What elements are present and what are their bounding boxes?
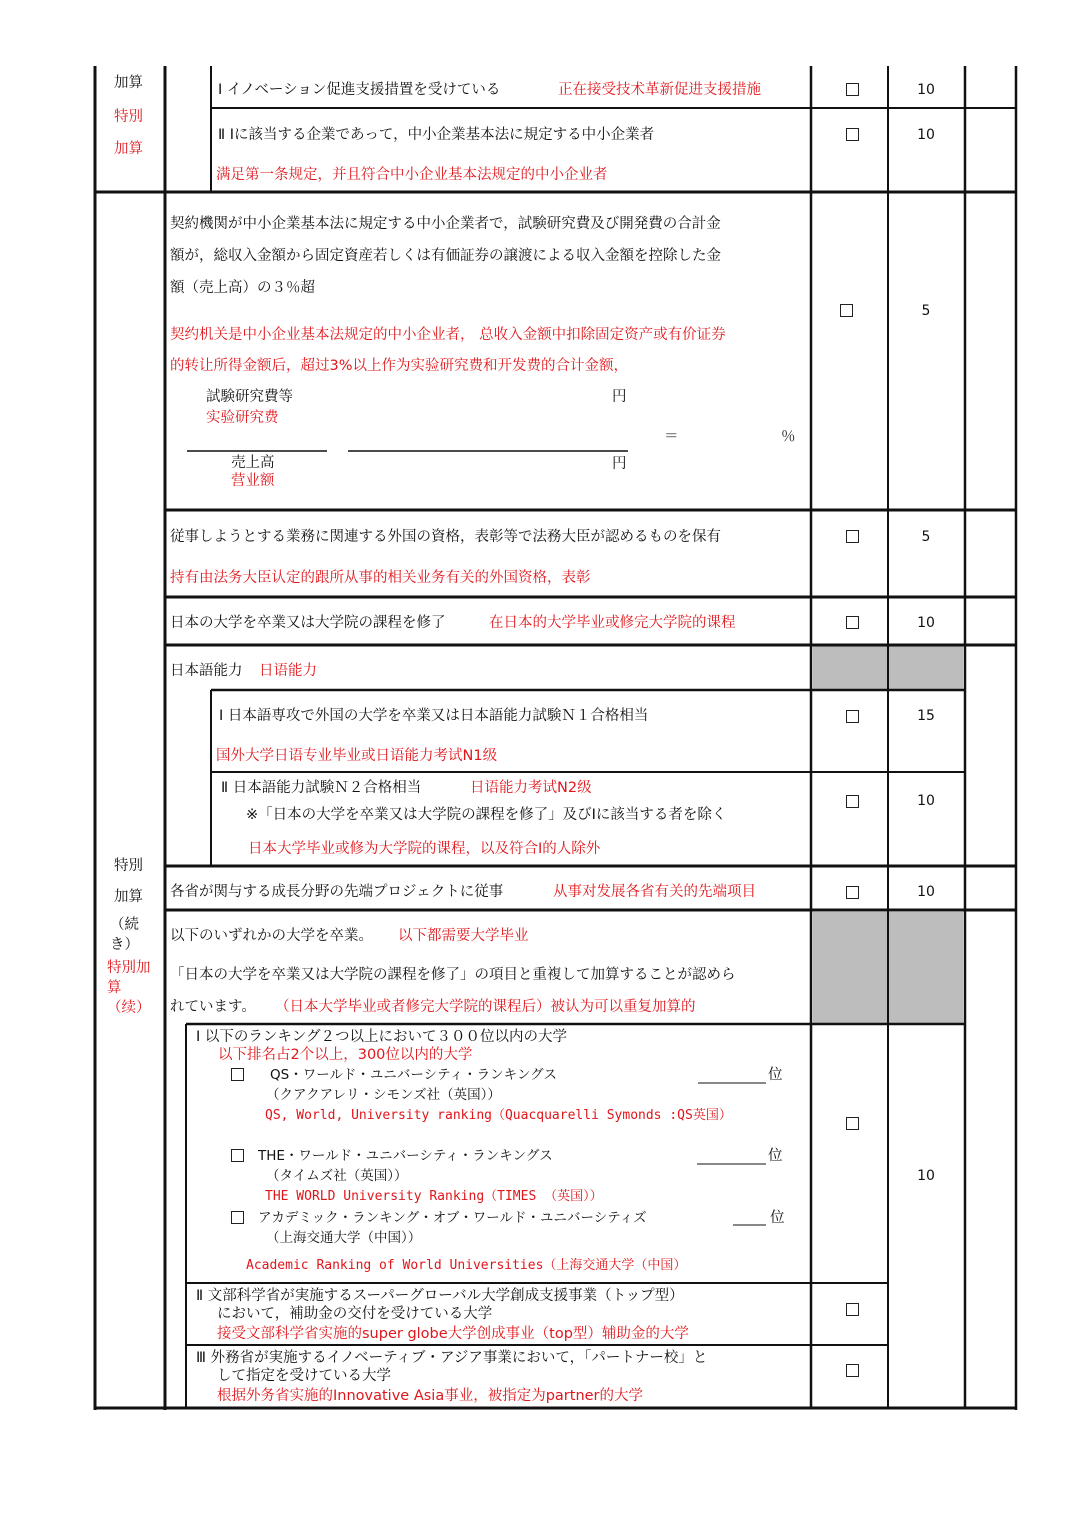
row2-points: 10	[917, 127, 935, 143]
row3-jp2: 額が，総収入金額から固定資産若しくは有価証券の譲渡による収入金額を控除した金	[170, 248, 721, 264]
the-ranking-jp2: （タイムズ社（英国））	[266, 1168, 408, 1184]
row4-checkbox[interactable]	[846, 530, 859, 543]
row8b-checkbox[interactable]	[846, 1303, 859, 1316]
left-label-kasan-red: 加算	[114, 141, 143, 157]
row8c-jp2: して指定を受けている大学	[217, 1368, 391, 1384]
arwu-ranking-jp2: （上海交通大学（中国））	[266, 1230, 422, 1246]
percent-sign: ％	[781, 429, 796, 445]
row1-points: 10	[917, 82, 935, 98]
research-cost-label: 試験研究費等	[206, 389, 293, 405]
row6b-cn2: 日本大学毕业或修为大学院的课程，以及符合Ⅰ的人除外	[248, 841, 601, 857]
row3-cn1: 契约机关是中小企业基本法规定的中小企业者， 总收入金额中扣除固定资产或有价证券	[170, 327, 726, 343]
row2-checkbox[interactable]	[846, 128, 859, 141]
row1-checkbox[interactable]	[846, 83, 859, 96]
row8-cn3: （日本大学毕业或者修完大学院的课程后）被认为可以重复加算的	[275, 999, 696, 1015]
row8a-cn: 以下排名占2个以上，300位以内的大学	[218, 1047, 473, 1063]
row6b-points: 10	[917, 793, 935, 809]
row7-points: 10	[917, 884, 935, 900]
row6a-jp: Ⅰ 日本語専攻で外国の大学を卒業又は日本語能力試験Ｎ１合格相当	[219, 708, 649, 724]
row8-points: 10	[917, 1168, 935, 1184]
row3-jp3: 額（売上高）の３％超	[170, 280, 315, 296]
row1-cn: 正在接受技术革新促进支援措施	[558, 82, 761, 98]
row6-cn: 日语能力	[259, 663, 317, 679]
row8c-cn: 根据外务省实施的Innovative Asia事业，被指定为partner的大学	[217, 1388, 644, 1404]
row3-cn2: 的转让所得金额后，超过3%以上作为实验研究费和开发费的合计金额，	[170, 358, 629, 374]
row7-jp: 各省が関与する成長分野の先端プロジェクトに従事	[170, 884, 504, 900]
row5-cn: 在日本的大学毕业或修完大学院的课程	[489, 615, 736, 631]
row8-jp3: れています。	[170, 999, 256, 1015]
qs-ranking-jp2: （クアクアレリ・シモンズ社（英国））	[266, 1087, 501, 1103]
row6b-cn1: 日语能力考试N2级	[470, 780, 592, 796]
left-label-tokubetsu: 特別	[114, 109, 143, 125]
row8-jp2: 「日本の大学を卒業又は大学院の課程を修了」の項目と重複して加算することが認めら	[170, 967, 736, 983]
arwu-ranking-cn: Academic Ranking of World Universities（上海交通大学（中国）	[246, 1258, 687, 1273]
row6a-checkbox[interactable]	[846, 710, 859, 723]
row7-checkbox[interactable]	[846, 886, 859, 899]
row6b-jp1: Ⅱ 日本語能力試験Ｎ２合格相当	[221, 780, 422, 796]
row2-jp: Ⅱ Ⅰに該当する企業であって，中小企業基本法に規定する中小企業者	[218, 127, 655, 143]
row6a-points: 15	[917, 708, 935, 724]
row8-cn1: 以下都需要大学毕业	[398, 928, 529, 944]
left-label-tokubetsu-red: 特別加	[107, 960, 151, 976]
row4-points: 5	[921, 529, 931, 545]
row8c-checkbox[interactable]	[846, 1364, 859, 1377]
yen-unit-1: 円	[612, 389, 627, 405]
row8a-checkbox[interactable]	[846, 1117, 859, 1130]
row4-cn: 持有由法务大臣认定的跟所从事的相关业务有关的外国资格，表彰	[170, 570, 591, 586]
row6-jp: 日本語能力	[170, 663, 243, 679]
equals-sign: ＝	[664, 429, 679, 445]
qs-ranking-jp: QS・ワールド・ユニバーシティ・ランキングス	[270, 1067, 558, 1083]
row5-jp: 日本の大学を卒業又は大学院の課程を修了	[170, 615, 446, 631]
row8a-jp: Ⅰ 以下のランキング２つ以上において３００位以内の大学	[196, 1029, 567, 1045]
row3-checkbox[interactable]	[840, 304, 853, 317]
row5-points: 10	[917, 615, 935, 631]
qs-ranking-checkbox[interactable]	[231, 1068, 244, 1081]
left-label-xu-red: （续）	[107, 1000, 151, 1016]
row6b-checkbox[interactable]	[846, 795, 859, 808]
left-label-tokubetsu2: 特別	[114, 858, 143, 874]
row4-jp: 従事しようとする業務に関連する外国の資格，表彰等で法務大臣が認めるものを保有	[170, 529, 721, 545]
left-label-zoku1: （続	[110, 917, 139, 933]
sales-cn: 营业额	[231, 473, 275, 489]
qs-rank-unit: 位	[768, 1067, 783, 1083]
row6b-jp2: ※「日本の大学を卒業又は大学院の課程を修了」及びⅠに該当する者を除く	[246, 807, 727, 823]
left-label-kasan: 加算	[114, 75, 143, 91]
arwu-ranking-jp: アカデミック・ランキング・オブ・ワールド・ユニバーシティズ	[258, 1210, 647, 1226]
row8b-jp2: において，補助金の交付を受けている大学	[217, 1306, 493, 1322]
the-ranking-cn: THE WORLD University Ranking（TIMES （英国））	[265, 1189, 603, 1204]
arwu-ranking-checkbox[interactable]	[231, 1211, 244, 1224]
yen-unit-2: 円	[612, 456, 627, 472]
row3-points: 5	[921, 303, 931, 319]
row7-cn: 从事对发展各省有关的先端项目	[553, 884, 756, 900]
row8b-jp1: Ⅱ 文部科学省が実施するスーパーグローバル大学創成支援事業（トップ型）	[196, 1288, 684, 1304]
qs-ranking-cn: QS, World, University ranking（Quacquarelli Symonds :QS英国）	[265, 1108, 732, 1123]
the-ranking-jp: THE・ワールド・ユニバーシティ・ランキングス	[258, 1148, 553, 1164]
left-label-san-red: 算	[107, 980, 122, 996]
left-label-zoku2: き）	[110, 937, 139, 953]
row5-checkbox[interactable]	[846, 616, 859, 629]
row1-jp: Ⅰ イノベーション促進支援措置を受けている	[218, 82, 501, 98]
the-ranking-checkbox[interactable]	[231, 1149, 244, 1162]
left-label-kasan2: 加算	[114, 889, 143, 905]
the-rank-unit: 位	[768, 1148, 783, 1164]
row8c-jp1: Ⅲ 外務省が実施するイノベーティブ・アジア事業において，「パートナー校」と	[196, 1350, 708, 1366]
row6a-cn: 国外大学日语专业毕业或日语能力考试N1级	[216, 748, 498, 764]
row3-jp1: 契約機関が中小企業基本法に規定する中小企業者で，試験研究費及び開発費の合計金	[170, 216, 721, 232]
arwu-rank-unit: 位	[770, 1210, 785, 1226]
row8b-cn: 接受文部科学省实施的super globe大学创成事业（top型）辅助金的大学	[217, 1326, 689, 1342]
sales-label: 売上高	[231, 455, 275, 471]
row2-cn: 满足第一条规定，并且符合中小企业基本法规定的中小企业者	[216, 167, 608, 183]
research-cost-cn: 实验研究费	[206, 410, 279, 426]
row8-jp1: 以下のいずれかの大学を卒業。	[170, 928, 373, 944]
